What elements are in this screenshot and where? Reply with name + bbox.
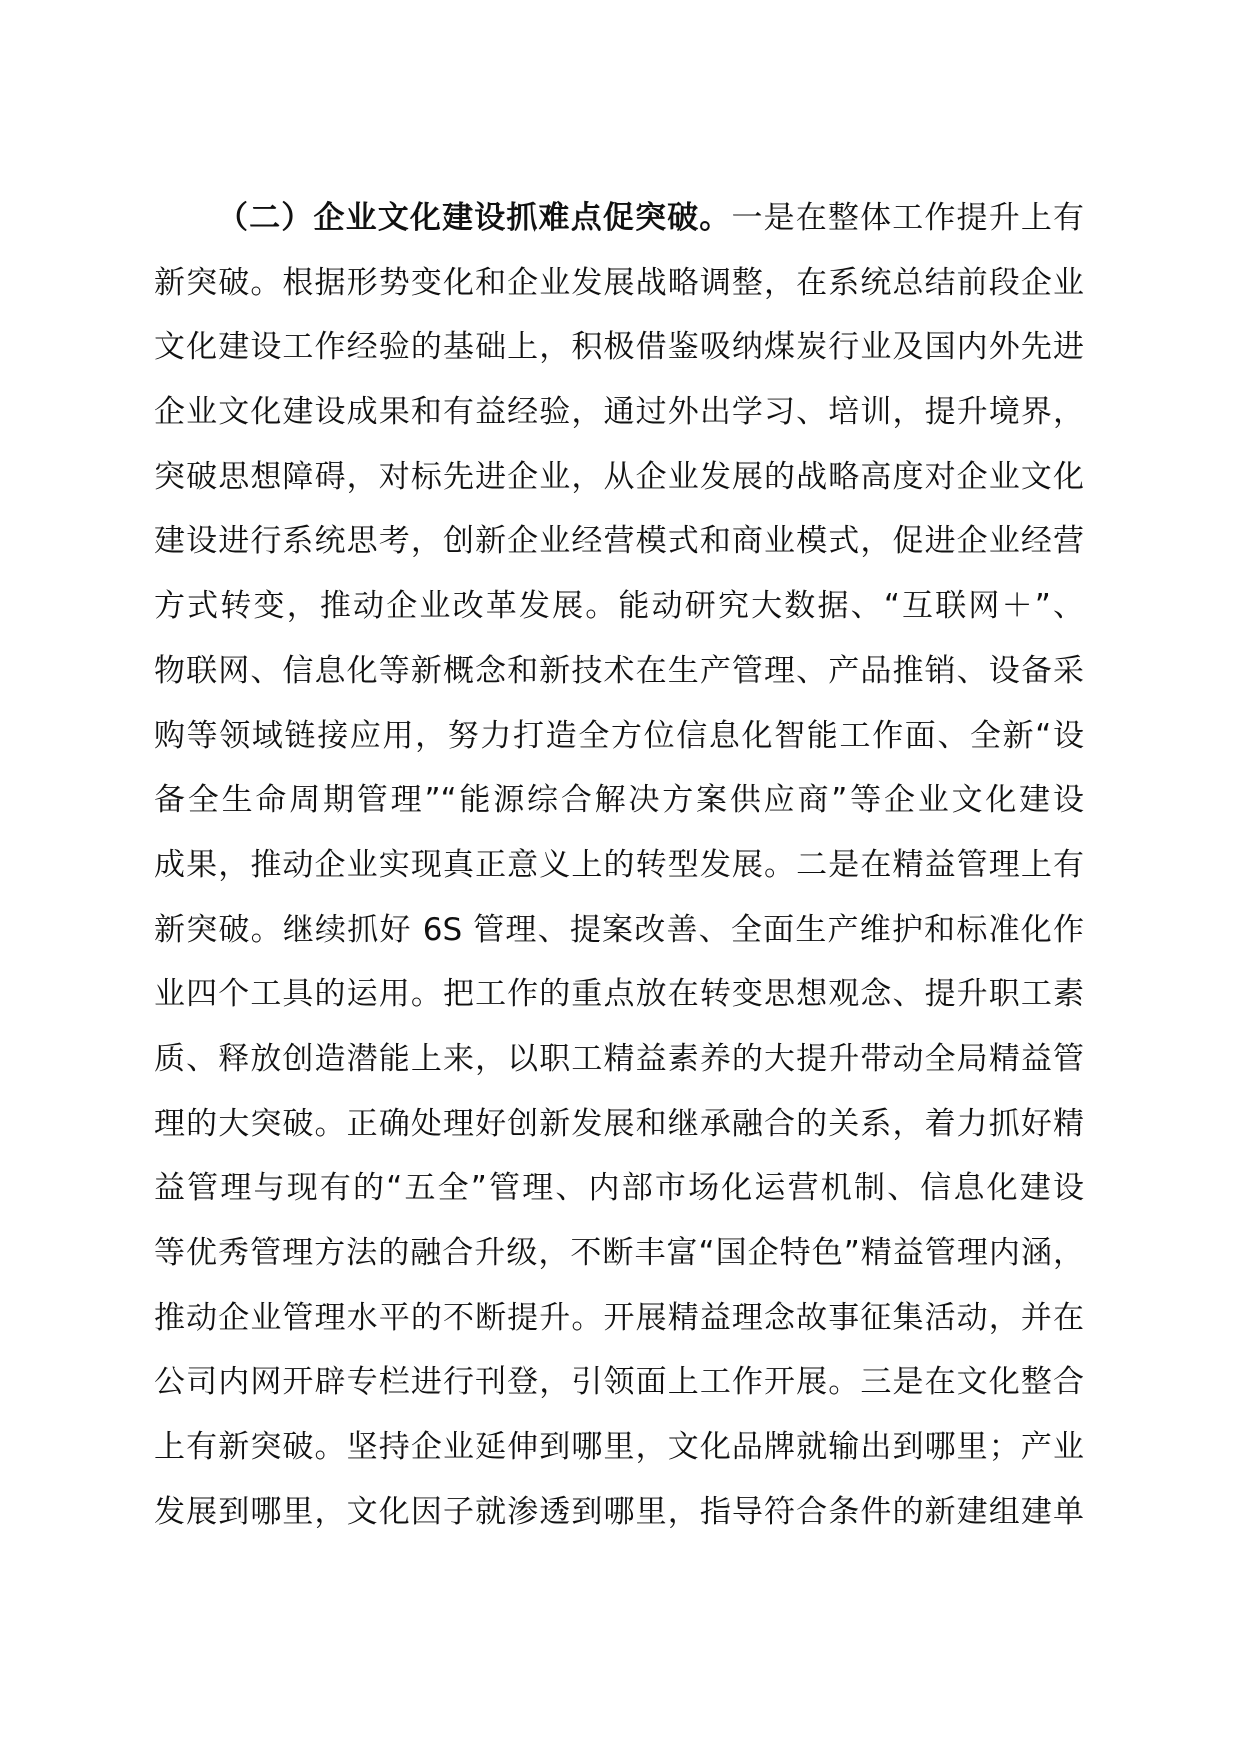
paragraph-line: 备全生命周期管理”“能源综合解决方案供应商”等企业文化建设 <box>154 782 1084 819</box>
paragraph-line-1 <box>154 186 1084 251</box>
paragraph-line: 新突破。继续抓好 6S 管理、提案改善、全面生产维护和标准化作 <box>154 911 1084 948</box>
paragraph-line: 成果，推动企业实现真正意义上的转型发展。二是在精益管理上有 <box>154 846 1084 883</box>
paragraph-line: 文化建设工作经验的基础上，积极借鉴吸纳煤炭行业及国内外先进 <box>154 329 1084 366</box>
paragraph-line: 推动企业管理水平的不断提升。开展精益理念故事征集活动，并在 <box>154 1299 1084 1336</box>
paragraph-line: 上有新突破。坚持企业延伸到哪里，文化品牌就输出到哪里；产业 <box>154 1429 1084 1466</box>
paragraph-line: 等优秀管理方法的融合升级，不断丰富“国企特色”精益管理内涵， <box>154 1235 1084 1271</box>
paragraph-line: 突破思想障碍，对标先进企业，从企业发展的战略高度对企业文化 <box>154 458 1084 495</box>
paragraph-line: 益管理与现有的“五全”管理、内部市场化运营机制、信息化建设 <box>154 1170 1084 1207</box>
body-paragraph <box>154 186 1084 1544</box>
paragraph-line: 建设进行系统思考，创新企业经营模式和商业模式，促进企业经营 <box>154 523 1084 560</box>
section-heading: （二）企业文化建设抓难点促突破。 <box>217 200 732 236</box>
paragraph-line: 方式转变，推动企业改革发展。能动研究大数据、“互联网＋”、 <box>154 588 1084 625</box>
paragraph-line: 购等领域链接应用，努力打造全方位信息化智能工作面、全新“设 <box>154 717 1084 754</box>
paragraph-line: 理的大突破。正确处理好创新发展和继承融合的关系，着力抓好精 <box>154 1105 1084 1142</box>
paragraph-line: 质、释放创造潜能上来，以职工精益素养的大提升带动全局精益管 <box>154 1040 1084 1077</box>
paragraph-line: 公司内网开辟专栏进行刊登，引领面上工作开展。三是在文化整合 <box>154 1364 1084 1401</box>
paragraph-line: 业四个工具的运用。把工作的重点放在转变思想观念、提升职工素 <box>154 976 1084 1013</box>
paragraph-line: 新突破。根据形势变化和企业发展战略调整，在系统总结前段企业 <box>154 264 1084 301</box>
paragraph-line: 物联网、信息化等新概念和新技术在生产管理、产品推销、设备采 <box>154 652 1084 689</box>
paragraph-line: 发展到哪里，文化因子就渗透到哪里，指导符合条件的新建组建单 <box>154 1493 1084 1530</box>
paragraph-line: 企业文化建设成果和有益经验，通过外出学习、培训，提升境界， <box>154 394 1084 431</box>
paragraph-line-1-text: 一是在整体工作提升上有 <box>731 200 1085 236</box>
